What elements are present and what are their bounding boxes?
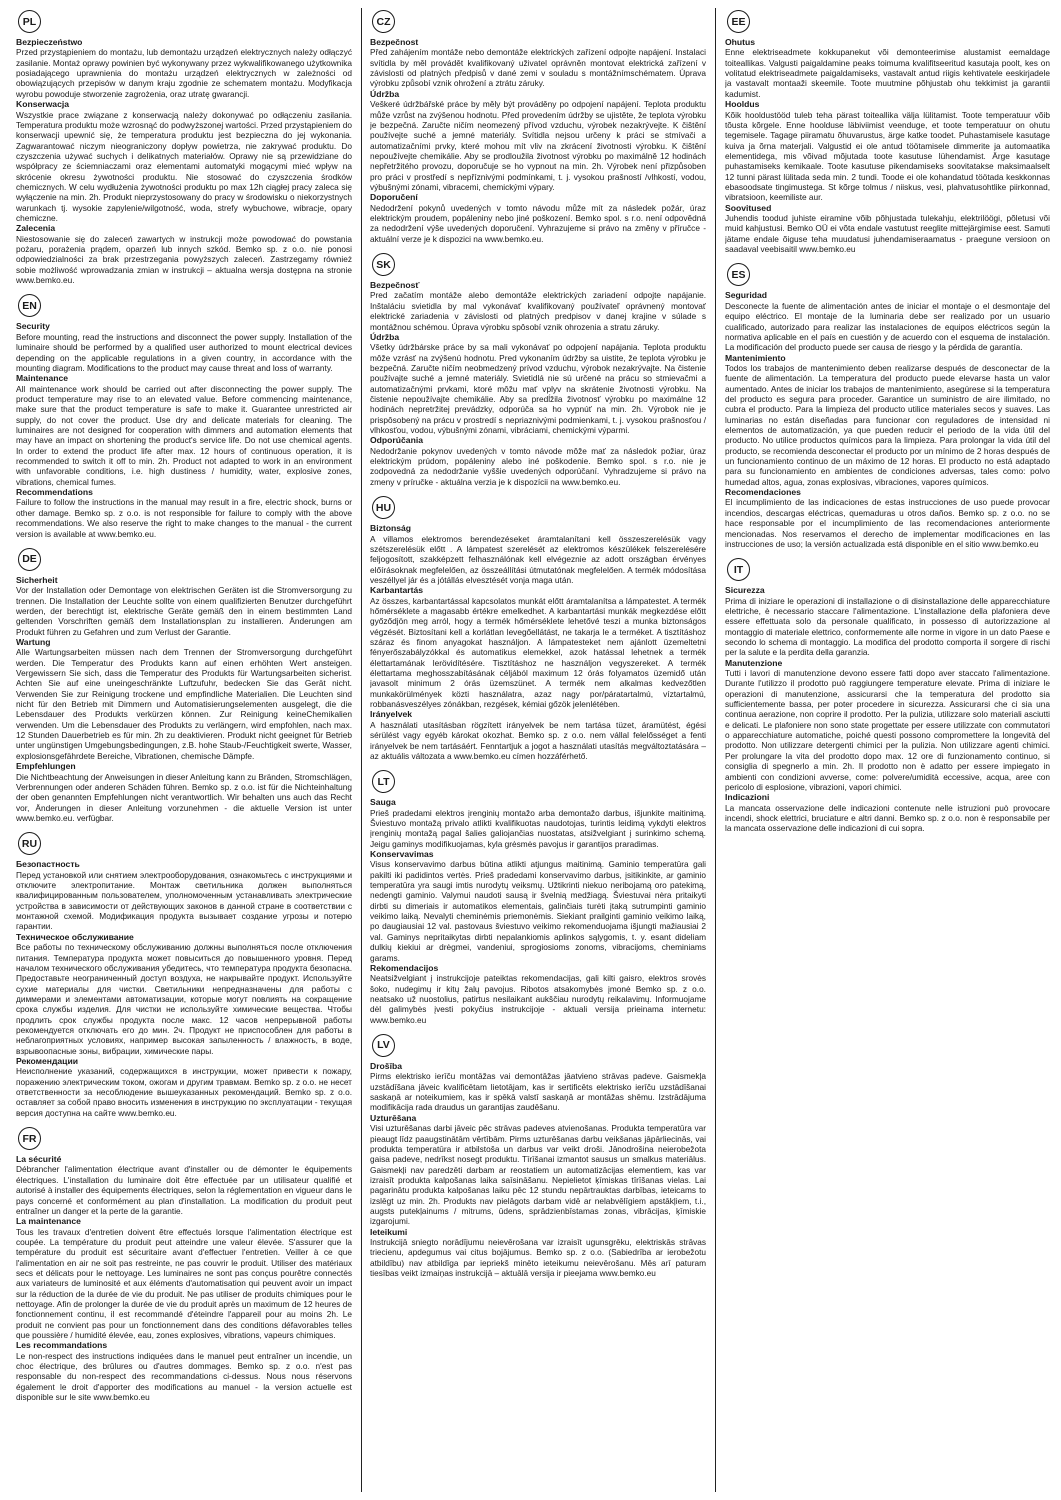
section-text: Instrukcijā sniegto norādījumu neievērošana var izraisīt ugunsgrēku, elektriskās strāvas triecienu, apdegumus vai citus bojājumus. Bemko sp. z o.o. (Sabiedrība ar ierobežotu atbildību) nav atbildīga par iepriekš minēto ieteikumu neievērošanu. Mēs arī paturam tiesības veikt izmaiņas instrukcijā – aktuālā versija ir pieejama www.bemko.eu	[370, 1237, 706, 1279]
section-heading: Ohutus	[725, 37, 756, 47]
section-heading: Konserwacja	[16, 99, 70, 110]
instruction-section	[16, 37, 352, 99]
section-heading: Irányelvek	[370, 709, 413, 720]
section-text: Перед установкой или снятием электрооборудования, ознакомьтесь с инструкциями и отключите электропитание. Монтаж светильника должен выполняться квалифицированным пользователем, уполномоченным устанавливать электрические устройства в зависимости от действующих законов в данной стране в соответствии с монтажной схемой. Модификация продукта вызывает создание угрозы и потерю гарантии.	[16, 869, 352, 932]
language-block-lt	[370, 770, 706, 1025]
instruction-section	[16, 1056, 352, 1118]
section-text: Enne elektriseadmete kokkupanekut või demonteerimise alustamist eemaldage toiteallikas. Valgusti paigaldamine peaks toimuma kvalifitseeritud kasutaja poolt, kes on volitatud elektriseadmete paigaldamiseks, vastavalt antud riigis kehtivatele eeskirjadele ja vastavalt montaaži skeemile. Toote muutmine põhjustab ohu tekkimist ja garantii kadumist.	[725, 47, 1050, 99]
section-heading: Karbantartás	[370, 585, 424, 596]
section-text: Die Nichtbeachtung der Anweisungen in dieser Anleitung kann zu Bränden, Stromschlägen, Verbrennungen oder anderen Schäden führen. Bemko sp. z o.o. ist für die Nichteinhaltung der oben genannten Empfehlungen nicht verantwortlich. Wir behalten uns auch das Recht vor, Änderungen in dieser Anleitung vorzunehmen - die aktuelle Version ist unter www.bemko.eu. verfügbar.	[16, 771, 352, 823]
instruction-section	[370, 1061, 706, 1113]
column-left	[16, 8, 352, 1494]
section-heading: Odporúčania	[370, 435, 424, 446]
section-heading: Údržba	[370, 88, 400, 99]
section-heading: Wartung	[16, 636, 51, 647]
section-text: Tutti i lavori di manutenzione devono essere fatti dopo aver staccato l'alimentazione. Durante l'utilizzo il prodotto può raggiungere temperature elevate. Prima di iniziare le operazioni di manutenzione, assicurarsi che la temperatura del prodotto sia sufficientemente bassa, per poter procedere in sicurezza. Assicurarsi che ci sia una continua aerazione, non coprire il prodotto. Per la pulizia, utilizzare solo materiali asciutti e delicati. Le plafoniere non sono state progettate per essere utilizzate con commutatori o apparecchiature automatiche, poiché questi possono compromettere la longevità del prodotto. Non utilizzare detergenti chimici per la pulizia. Non utilizzare agenti chimici. Per prolungare la vita del prodotto dopo max. 12 ore di funzionamento continuo, si consiglia di spegnerlo a min. 2h. Il prodotto non è adatto per essere impiegato in ambienti con condizioni avverse, come: polvere/umidità eccessive, acqua, aree con pericolo di esplosione, vibrazioni, vapori chimici.	[725, 668, 1050, 792]
section-heading: Bezpečnost	[370, 37, 419, 47]
section-heading: Seguridad	[725, 290, 768, 301]
language-code-badge: RU	[18, 832, 41, 855]
section-text: Tous les travaux d'entretien doivent être effectués lorsque l'alimentation électrique est coupée. La température du produit peut atteindre une valeur élevée. S'assurer que la température du produit est sécuritaire avant d'effectuer l'entretien. Veiller à ce que l'alimentation en air ne soit pas restreinte, ne pas couvrir le produit. Utiliser des matériaux secs et délicats pour le nettoyage. Les luminaires ne sont pas conçus pourêtre connectés aux variateurs de luminosité et aux éléments d'automatisation qui peuvent avoir un impact sur la réduction de la durée de vie du produit. Ne pas utiliser de produits chimiques pour le nettoyage. Afin de prolonger la durée de vie du produit après un maximum de 12 heures de fonctionnement continu, il est recommandé d'éteindre l'appareil pour au moins 2h. Le produit ne convient pas pour un fonctionnement dans des conditions défavorables telles que poussière / humidité élevée, eau, zones explosives, vibrations, vapeurs chimiques.	[16, 1226, 352, 1341]
section-text: A villamos elektromos berendezéseket áramtalanítani kell összeszerelésük vagy szétszerelésük előtt . A lámpatest szerelését az elektromos készülékek felszerelésére feljogosított, szakképzett felhasználónak kell elvégeznie az adott országban érvényes előírásoknak megfelelően, az összeállítási útmutatónak megfelelően. A termék módosítása veszéllyel jár és a jótállás elvesztését vonja maga után.	[370, 533, 706, 585]
column-right	[725, 8, 1050, 1494]
section-heading: Bezpečnosť	[370, 280, 420, 291]
section-text: Desconecte la fuente de alimentación antes de iniciar el montaje o el desmontaje del equipo eléctrico. El montaje de la luminaria debe ser realizado por un usuario cualificado, autorizado para realizar las instalaciones de equipos eléctricos según la normativa aplicable en el país en cuestión y de acuerdo con el esquema de instalación. La modificación del producto puede ser causa de riesgo y la pérdida de garantía.	[725, 300, 1050, 353]
column-divider	[715, 8, 716, 1492]
language-code-badge: PL	[18, 10, 41, 33]
instruction-section	[16, 1340, 352, 1402]
language-code-badge: EE	[727, 10, 750, 33]
instruction-section	[370, 332, 706, 436]
instruction-section	[370, 1227, 706, 1279]
section-heading: Maintenance	[16, 373, 69, 384]
section-text: Kõik hooldustööd tuleb teha pärast toiteallika välja lülitamist. Toote temperatuur võib tõusta kõrgele. Enne hoolduse läbiviimist veenduge, et toote temperatuur on ohutu tegemisele. Tagage piiramatu õhuvarustus, ärge katke toodet. Puhastamisele kasutage kuiva ja õrna materjali. Valgustid ei ole antud töötamisele dimmerite ja automaatika elementidega, mis võivad mõjutada toote kasutuse lühendamist. Ärge kasutage puhastamiseks kemikaale. Toote kasutuse pikendamiseks soovitatakse maksimaalselt 12 tunni pärast lülitada seda min. 2 tundi. Toode ei ole kohandatud töötada keskkonnas ebasoodsate tingimustega. St kõrge tolmus / niiskus, vesi, plahvatusohtlike piirkonnad, vibratsioon, keemiliste aur.	[725, 109, 1050, 203]
language-block-ru	[16, 832, 352, 1118]
section-heading: Recommendations	[16, 487, 93, 498]
language-code-badge: DE	[18, 548, 41, 571]
language-code-badge: LV	[372, 1034, 395, 1057]
instruction-section	[725, 585, 1050, 657]
instruction-section	[370, 849, 706, 963]
section-heading: Soovitused	[725, 202, 772, 213]
section-text: Неисполнение указаний, содержащихся в инструкции, может привести к пожару, поражению электрическим током, ожогам и другим травмам. Bemko sp. z o.o. не несет ответственности за несоблюдение вышеуказанных рекомендаций. Bemko sp. z o.o. оставляет за собой право вносить изменения в инструкцию по эксплуатации - текущая версия доступна на сайте www.bemko.eu.	[16, 1066, 352, 1118]
instruction-section	[16, 575, 352, 637]
section-text: Todos los trabajos de mantenimiento deben realizarse después de desconectar de la fuente de alimentación. La temperatura del producto puede elevarse hasta un valor aumentado. Antes de iniciar los trabajos de mantenimiento, asegúrese si la temperatura del producto es segura para proceder. Garantice un suministro de aire ilimitado, no cubra el producto. Para la limpieza del producto utilice materiales secos y suaves. Las luminarias no están diseñadas para funcionar con reguladores de intensidad ni elementos de automatización, ya que pueden reducir el periodo de la vida útil del producto. No utilice productos químicos para la limpieza. Para prolongar la vida útil del producto, se recomienda desconectar el producto por un mínimo de 2 horas después de un funcionamiento continuo de un máximo de 12 horas. El producto no está adaptado para su funcionamiento en ambientes de condiciones adversas, tales como: polvo humedad altos, agua, zonas explosivas, vibraciones, vapores químicos.	[725, 362, 1050, 487]
section-text: Az összes, karbantartással kapcsolatos munkát előtt áramtalanítsa a lámpatestet. A termék hőmérséklete a magasabb értékre emelkedhet. A karbantartási munkák megkezdése előtt győződjön meg arról, hogy a termék hőmérséklete lehetővé teszi a munka biztonságos végzését. Biztosítani kell a korlátlan levegőellátást, ne takarja le a terméket. A tisztításhoz száraz és finom anyagokat használjon. A lámpatesteket nem ajánlott üzemeltetni fényerőszabályzókkal és automatikus elemekkel, azok hatással lehetnek a termék élettartamának lerövidítésére. Tisztításhoz ne használjon vegyszereket. A termék élettartama meghosszabításának céljából maximum 12 órás folyamatos üzemidő után javasolt minimum 2 órás üzemszünet. A termék nem alkalmas kedvezőtlen munkakörülmények közti használatra, azaz nagy por/páratartalmú, víztartalmú, robbanásveszélyes zónákban, rezgések, kémiai gőzök jelenlétében.	[370, 595, 706, 710]
section-heading: Mantenimiento	[725, 352, 786, 363]
section-heading: Rekomendacijos	[370, 962, 439, 973]
section-text: El incumplimiento de las indicaciones de estas instrucciones de uso puede provocar incendios, descargas eléctricas, quemaduras u otros daños. Bemko sp. z o.o. no se hace responsable por el incumplimiento de las recomendaciones anteriormente mencionadas. Nos reservamos el derecho de implementar modificaciones en las instrucciones de uso; la versión actualizada está disponible en el sitio www.bemko.eu	[725, 497, 1050, 549]
language-block-en	[16, 294, 352, 538]
language-code-badge: EN	[18, 294, 41, 317]
section-text: Neatsižvelgiant į instrukcijoje pateiktas rekomendacijas, gali kilti gaisro, elektros srovės šoko, nudegimų ir kitų žalų pavojus. Ribotos atsakomybės įmonė Bemko sp. z o.o. neatsako už nuostolius, patirtus nesilaikant aukščiau nurodytų reikalavimų. Informuojame dėl galimybės įvesti pokyčius instrukcijoje - aktuali versija prieinama internetu: www.bemko.eu	[370, 973, 706, 1025]
section-text: Všetky údržbárske práce by sa mali vykonávať po odpojení napájania. Teplota produktu môže vzrásť na zvýšenú hodnotu. Pred vykonaním údržby sa uistite, že teplota výrobku je bezpečná. Zaručte ničím neobmedzený prívod vzduchu, výrobok nezakrývajte. Na čistenie používajte suché a jemné materiály. Svietidlá nie sú určené na prácu so stmievačmi a automatizačnými prvkami, ktoré môžu mať vplyv na skrátenie životnosti výrobku. Na čistenie nepoužívajte chemikálie. Aby sa predĺžila životnosť výrobku po maximálne 12 hodinách nepretržitej prevádzky, odporúča sa ho vypnúť na min. 2h. Výrobok nie je prispôsobený na prácu v prostredí s nepriaznivými podmienkami, t. j. vysokou prašnosťou / vlhkosťou, vodou, výbušnými zónami, vibráciami, chemickými výparmi.	[370, 342, 706, 435]
section-heading: Biztonság	[370, 523, 412, 534]
instruction-section	[725, 658, 1050, 793]
section-heading: Bezpieczeństwo	[16, 37, 83, 47]
section-heading: Sicherheit	[16, 574, 58, 585]
instruction-section	[370, 1113, 706, 1227]
section-text: Nedodržení pokynů uvedených v tomto návodu může mít za následek požár, úraz elektrickým proudem, popáleniny nebo jiné poškození. Bemko spol. s r.o. není odpovědná za nedodržení výše uvedených doporučení. Vyhrazujeme si právo na změny v příručce - aktuální verze je k dispozici na www.bemko.eu.	[370, 202, 706, 244]
instruction-section	[725, 487, 1050, 549]
section-heading: Security	[16, 321, 50, 332]
instruction-section	[725, 290, 1050, 352]
language-code-badge: HU	[372, 496, 395, 519]
section-heading: La sécurité	[16, 1154, 62, 1165]
instruction-section	[16, 373, 352, 487]
instruction-section	[16, 761, 352, 823]
section-text: Juhendis toodud juhiste eiramine võib põhjustada tulekahju, elektrilöögi, põletusi või muid kahjustusi. Bemko OÜ ei võta endale vastutust reeglite mittejärgimise eest. Samuti jätame endale õiguse teha muudatusi juhendamiseraamatus - praegune versioon on saadaval veebisaitil www.bemko.eu	[725, 213, 1050, 255]
section-text: Před zahájením montáže nebo demontáže elektrických zařízení odpojte napájení. Instalaci svítidla by měl provádět kvalifikovaný uživatel oprávněn montovat elektrická zařízení v závislosti od platných předpisů v dané zemi v souladu s montážnímschématem. Úprava výrobku způsobí vznik ohrožení a ztrátu záruky.	[370, 47, 706, 89]
section-heading: Zalecenia	[16, 223, 56, 234]
language-block-de	[16, 548, 352, 823]
section-heading: Doporučení	[370, 192, 418, 203]
language-block-sk	[370, 253, 706, 487]
section-heading: La maintenance	[16, 1216, 81, 1227]
instruction-section	[16, 321, 352, 373]
language-code-badge: IT	[727, 558, 750, 581]
instruction-section	[370, 192, 706, 244]
language-block-cz	[370, 10, 706, 244]
section-text: Prima di iniziare le operazioni di installazione o di disinstallazione delle apparecchiature elettriche, è necessario staccare l'alimentazione. L'installazione della plafoniera deve essere effettuata solo da personale qualificato, in possesso di autorizzazione al montaggio di materiale elettrico, conformemente alle norme in vigore in un dato Paese e secondo lo schema di montaggio. La modifica del prodotto comporta il sorgere di rischi per la salute e la perdita della garanzia.	[725, 595, 1050, 658]
instruction-section	[725, 99, 1050, 203]
instruction-section	[16, 1216, 352, 1340]
section-text: A használati utasításban rögzített irányelvek be nem tartása tüzet, áramütést, égési sérülést vagy egyéb károkat okozhat. Bemko sp. z o.o. nem vállal felelősséget a fenti irányelvek be nem tartásáért. Fenntartjuk a jogot a használati utasítás megváltoztatására – az aktuális változata a www.bemko.eu címen hozzáférhető.	[370, 719, 706, 761]
section-text: Pred začatím montáže alebo demontáže elektrických zariadení odpojte napájanie. Inštaláciu svietidla by mal vykonávať kvalifikovaný používateľ oprávnený montovať elektrické zariadenia v závislosti od platných predpisov v danej krajine v súlade s montážnou schémou. Úprava výrobku spôsobí vznik ohrozenia a stratu záruky.	[370, 290, 706, 332]
instruction-section	[370, 709, 706, 761]
language-block-fr	[16, 1127, 352, 1402]
instruction-section	[16, 1154, 352, 1216]
section-heading: Údržba	[370, 331, 400, 342]
section-text: Before mounting, read the instructions and disconnect the power supply. Installation of the luminaire should be performed by a qualified user authorized to mount electrical devices depending on the applicable regulations in a given country, in accordance with the mounting diagram. Modifications to the product may cause threat and loss of warranty.	[16, 331, 352, 373]
section-text: Failure to follow the instructions in the manual may result in a fire, electric shock, burns or other damage. Bemko sp. z o.o. is not responsible for failure to comply with the above recommendations. We also reserve the right to make changes to the manual - the current version is available at www.bemko.eu.	[16, 497, 352, 539]
section-heading: Empfehlungen	[16, 761, 76, 772]
language-code-badge: LT	[372, 770, 395, 793]
section-heading: Hooldus	[725, 99, 760, 110]
instruction-section	[725, 792, 1050, 833]
section-heading: Drošība	[370, 1060, 402, 1071]
instruction-section	[370, 37, 706, 89]
instruction-section	[370, 280, 706, 332]
section-text: Visus konservavimo darbus būtina atlikti atjungus maitinimą. Gaminio temperatūra gali pakilti iki padidintos vertės. Prieš pradedami konservavimo darbus, įsitikinkite, ar gaminio temperatūra yra saugi imtis nurodytų veiksmų. Užtikrinti niekuo neribojamą oro patekimą, nedengti gaminio. Valymui naudoti sausą ir švelnią medžiagą. Šviestuvai nėra pritaikyti dirbti su dimeriais ir automatikos elementais, galinčiais turėti įtaką sutrumpinti gaminio veikimo laiką. Nevalyti cheminėmis priemonėmis. Siekiant prailginti gaminio veikimo laiką, po daugiausiai 12 val. pastovaus šviestuvo veikimo rekomenduojama išjungti mažiausiai 2 val. Gaminys nepritaikytas dirbti nepalankiomis aplinkos sąlygomis, t. y. esant dideliam dulkių kiekiui ar drėgmei, vandeniui, sprogiosioms zonoms, vibracijoms, cheminiams garams.	[370, 859, 706, 963]
instruction-section	[16, 859, 352, 931]
instruction-section	[16, 637, 352, 761]
instruction-section	[725, 353, 1050, 488]
column-divider	[361, 8, 362, 1492]
language-block-ee	[725, 10, 1050, 254]
column-middle	[370, 8, 706, 1494]
instruction-section	[16, 932, 352, 1056]
instruction-section	[370, 797, 706, 849]
instruction-section	[16, 99, 352, 223]
section-text: Vor der Installation oder Demontage von elektrischen Geräten ist die Stromversorgung zu trennen. Die Installation der Leuchte sollte von einem qualifizierten Benutzer durchgeführt werden, der berechtigt ist, elektrische Geräte gemäß den in einem bestimmten Land geltenden Vorschriften gemäß dem Installationsplan zu installieren. Änderungen am Produkt führen zu Gefahren und zum Verlust der Garantie.	[16, 585, 352, 637]
section-heading: Sicurezza	[725, 585, 765, 596]
language-code-badge: SK	[372, 253, 395, 276]
language-block-it	[725, 558, 1050, 833]
section-text: Wszystkie prace związane z konserwacją należy dokonywać po odłączeniu zasilania. Temperatura produktu może wzrosnąć do podwyższonej wartości. Przed przystąpieniem do konserwacji upewnić się, że temperatura produktu jest bezpieczna do jej wykonania. Zagwarantować niczym nieograniczony dopływ powietrza, nie zakrywać produktu. Do czyszczenia używać suchych i delikatnych materiałów. Oprawy nie są przewidziane do współpracy ze ściemniaczami oraz elementami automatyki mogącymi mieć wpływ na skrócenie okresu żywotności produktu. Nie stosować do czyszczenia środków chemicznych. W celu wydłużenia żywotności produktu po max 12h ciągłej pracy zaleca się wyłączenie na min. 2h. Produkt nieprzystosowany do pracy w środowisku o niekorzystnych warunkach tj. wysokie zapylenie/wilgotność, woda, strefy wybuchowe, wibracje, opary chemiczne.	[16, 109, 352, 223]
section-heading: Les recommandations	[16, 1340, 108, 1351]
section-heading: Uzturēšana	[370, 1112, 417, 1123]
section-heading: Sauga	[370, 797, 396, 808]
instruction-section	[725, 37, 1050, 99]
section-text: Veškeré údržbářské práce by měly být prováděny po odpojení napájení. Teplota produktu může vzrůst na zvýšenou hodnotu. Před provedením údržby se ujistěte, že teplota výrobku je bezpečná. Zaručte ničím neomezený přívod vzduchu, výrobek nezakrývejte. K čištění používejte suché a jemné materiály. Svítidla nejsou určeny k práci se stmívači a automatizačními prvky, které mohou mít vliv na zkrácení životnosti výrobku. K čištění nepoužívejte chemikálie. Aby se prodloužila životnost výrobku po maximálně 12 hodinách nepřetržitého provozu, doporučuje se ho vypnout na min. 2h. Výrobek není přizpůsoben pro práci v prostředí s nepříznivými podmínkami, t. j. vysokou prašností /vlhkostí, vodou, výbušnými zónami, vibracemi, chemickými výpary.	[370, 99, 706, 192]
language-code-badge: ES	[727, 263, 750, 286]
instruction-section	[16, 487, 352, 539]
section-heading: Ieteikumi	[370, 1226, 408, 1237]
section-text: Prieš pradedami elektros įrenginių montažo arba demontažo darbus, išjunkite maitinimą. Šviestuvo montažą privalo atlikti kvalifikuotas naudotojas, turintis leidimą vykdyti elektros įrenginių montažą pagal šalies galiojančias nuostatas, atsižvelgiant į surinkimo schemą. Jeigu gaminys modifikuojamas, kyla grėsmės pavojus ir garantijos praradimas.	[370, 807, 706, 849]
instruction-section	[370, 435, 706, 487]
language-block-hu	[370, 496, 706, 761]
section-text: Nedodržanie pokynov uvedených v tomto návode môže mať za následok požiar, úraz elektrickým prúdom, popáleniny alebo iné poškodenie. Bemko spol. s r.o. nie je zodpovedná za nedodržanie vyššie uvedených odporúčaní. Vyhradzujeme si právo na zmeny v príručke - aktuálna verzia je k dispozícii na www.bemko.eu.	[370, 445, 706, 487]
instruction-section	[370, 963, 706, 1025]
section-text: Le non-respect des instructions indiquées dans le manuel peut entraîner un incendie, un choc électrique, des brûlures ou d'autres dommages. Bemko sp. z o.o. n'est pas responsable du non-respect des recommandations ci-dessus. Nous nous réservons également le droit d'apporter des modifications au manuel - la version actuelle est disponible sur le site www.bemko.eu	[16, 1350, 352, 1403]
section-heading: Техническое обслуживание	[16, 931, 134, 942]
instruction-section	[370, 585, 706, 709]
language-code-badge: CZ	[372, 10, 395, 33]
section-text: Przed przystąpieniem do montażu, lub demontażu urządzeń elektrycznych należy odłączyć zasilanie. Montaż oprawy powinien być wykonywany przez wykwalifikowanego użytkownika posiadającego uprawnienia do montażu urządzeń elektrycznych w zależności od obowiązujących przepisów w danym kraju zgodnie ze schematem montażu. Modyfikacja wyrobu powoduje stworzenie zagrożenia, oraz utratę gwarancji.	[16, 47, 352, 99]
section-text: Visi uzturēšanas darbi jāveic pēc strāvas padeves atvienošanas. Produkta temperatūra var pieaugt līdz paaugstinātām vērtībām. Pirms uzturēšanas darbu veikšanas jāpārliecinās, vai produkta temperatūra ir atbilstoša un darbus var veikt droši. Jānodrošina neierobežota gaisa padeve, nedrīkst nosegt produktu. Tīrīšanai izmantot sausus un smalkus materiālus. Gaismekļi nav paredzēti darbam ar reostatiem un automatizācijas elementiem, kas var izraisīt produkta kalpošanas laika saīsināšanu. Nepielietot ķīmiskas tīrīšanas vielas. Lai pagarinātu produkta kalpošanas laiku pēc 12 stundu nepārtrauktas darbības, ieteicams to izslēgt uz min. 2h. Produkts nav pielāgots darbam vidē ar nelabvēlīgiem apstākļiem, t.i., augsts putekļainums / mitrums, ūdens, sprādzienbīstamas zonas, vibrācijas, ķīmiskie izgarojumi.	[370, 1123, 706, 1227]
language-block-es	[725, 263, 1050, 549]
instruction-section	[370, 523, 706, 585]
instruction-section	[370, 89, 706, 193]
instruction-section	[725, 203, 1050, 255]
language-code-badge: FR	[18, 1127, 41, 1150]
language-block-pl	[16, 10, 352, 285]
section-heading: Konservavimas	[370, 849, 434, 859]
section-heading: Безопастность	[16, 859, 80, 870]
section-text: Alle Wartungsarbeiten müssen nach dem Trennen der Stromversorgung durchgeführt werden. Die Temperatur des Produkts kann auf einen erhöhten Wert ansteigen. Vergewissern Sie sich, dass die Temperatur des Produkts für Wartungsarbeiten sicherist. Achten Sie auf eine uneingeschränkte Luftzufuhr, bedecken Sie das Gerät nicht. Verwenden Sie zur Reinigung trockene und empfindliche Materialien. Die Leuchten sind nicht für den Betrieb mit Dimmern und Automatisierungselementen ausgelegt, die die Lebensdauer des Produkts verkürzen können. Zur Reinigung keineChemikalien verwenden. Um die Lebensdauer des Produkts zu verlängern, wird empfohlen, nach max. 12 Stunden Dauerbetrieb es für min. 2h zu deaktivieren. Produkt nicht geeignet für Betrieb unter ungünstigen Umgebungsbedingungen, z.B. hohe Staub-/Feuchtigkeit swerte, Wasser, explosionsgefährdete Bereiche, Vibrationen, chemische Dämpfe.	[16, 647, 352, 761]
instruction-section	[16, 223, 352, 285]
section-text: La mancata osservazione delle indicazioni contenute nelle istruzioni può provocare incendi, shock elettrici, bruciature e altri danni. Bemko sp. z o.o. non è responsabile per la mancata osservazione delle indicazioni di cui sopra.	[725, 802, 1050, 834]
section-text: Pirms elektrisko ierīču montāžas vai demontāžas jāatvieno strāvas padeve. Gaismekļa uzstādīšana jāveic kvalificētam lietotājam, kas ir sertificēts elektrisko ierīču uzstādīšanai saskaņā ar noteikumiem, kas ir spēkā valstī saskaņā ar montāžas shēmu. Izstrādājuma modifikācija rada draudus un garantijas zaudēšanu.	[370, 1071, 706, 1113]
section-heading: Manutenzione	[725, 657, 783, 668]
section-text: All maintenance work should be carried out after disconnecting the power supply. The product temperature may rise to an elevated value. Before commencing maintenance, make sure that the product temperature is safe to make it. Guarantee unrestricted air supply, do not cover the product. Use dry and delicate materials for cleaning. The luminaires are not designed for cooperation with dimmers and automation elements that may have an impact on shortening the product's service life. Do not use chemical agents. In order to extend the product life after max. 12 hours of continuous operation, it is recommended to switch it off to min. 2h. Product not adapted to work in an environment with unfavorable conditions, i.e. high dustiness / humidity, water, explosive zones, vibrations, chemical fumes.	[16, 383, 352, 487]
section-text: Все работы по техническому обслуживанию должны выполняться после отключения питания. Температура продукта может повыситься до повышенного уровня. Перед началом технического обслуживания убедитесь, что температура продукта безопасна. Предоставьте неограниченный доступ воздуха, не накрывайте продукт. Используйте сухие материалы для чистки. Светильники непредназначены для работы с диммерами и элементами автоматизации, которые могут повлиять на сокращение срока службы изделия. Для чистки не используйте химические вещества. Чтобы продлить срок службы продукта после макс. 12 часов непрерывной работы рекомендуется отключать его до мин. 2ч. Продукт не приспособлен для работы в неблагоприятных условиях, например высокая запыленность / влажность, в воде, взрывоопасные зоны, вибрации, химические пары.	[16, 942, 352, 1056]
section-heading: Indicazioni	[725, 792, 770, 803]
section-heading: Рекомендации	[16, 1055, 79, 1066]
section-heading: Recomendaciones	[725, 487, 801, 498]
section-text: Niestosowanie się do zaleceń zawartych w instrukcji może powodować do powstania pożaru, porażenia prądem, oparzeń lub innych szkód. Bemko sp. z o.o. nie ponosi odpowiedzialności za brak przestrzegania powyższych zaleceń. Zastrzegamy również sobie możliwość wprowadzania zmian w instrukcji – aktualna wersja dostępna na stronie www.bemko.eu.	[16, 233, 352, 286]
section-text: Débrancher l'alimentation électrique avant d'installer ou de démonter le équipements électriques. L'installation du luminaire doit être effectuée par un utilisateur qualifié et autorisé à installer des équipements électriques, selon la réglementation en vigueur dans le pays concerné et conformément au plan d'installation. La modification du produit peut entraîner un danger et la perte de la garantie.	[16, 1164, 352, 1216]
language-block-lv	[370, 1034, 706, 1278]
